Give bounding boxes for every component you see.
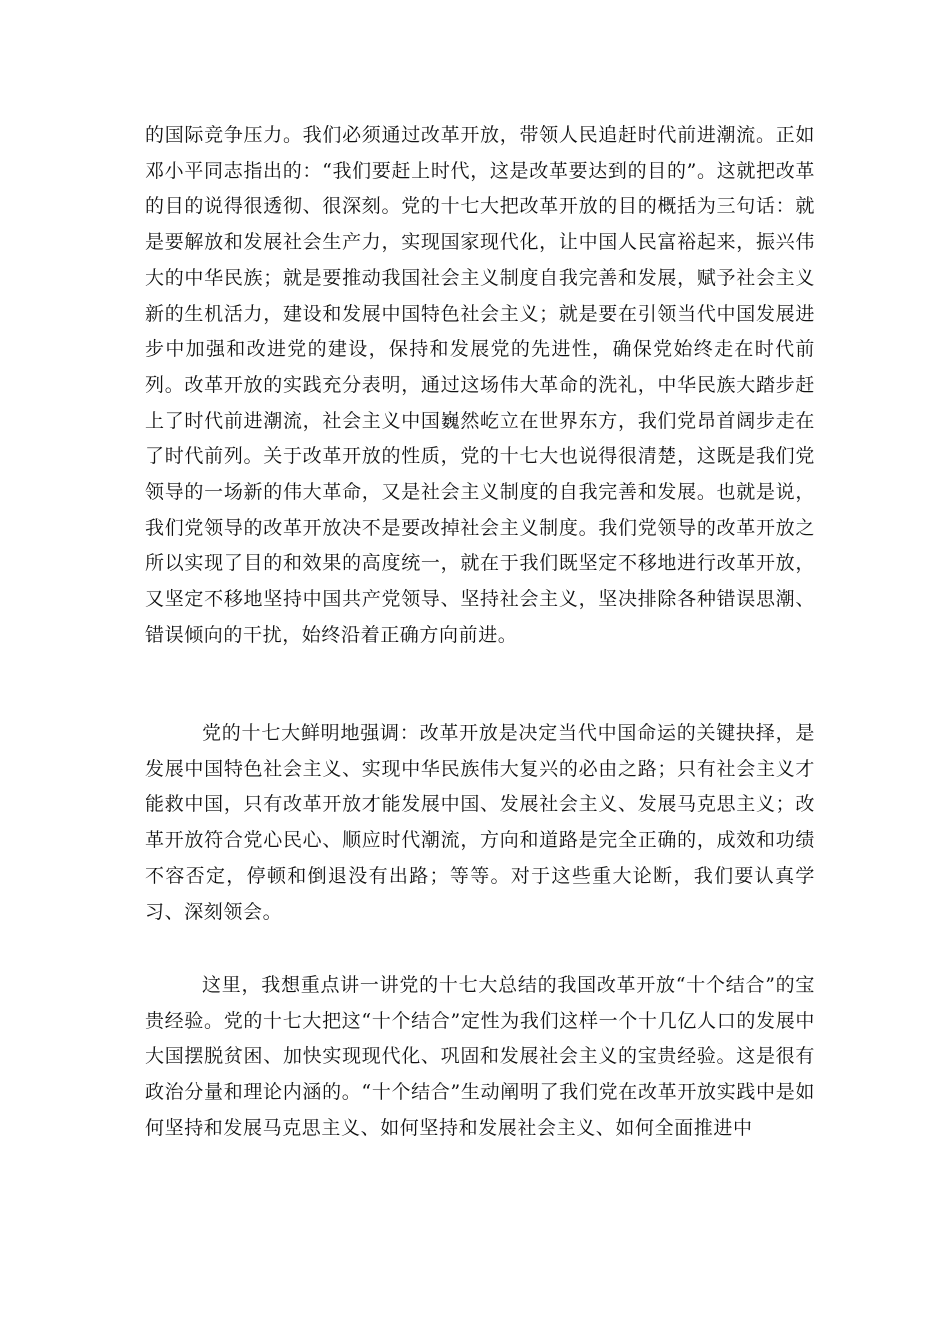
body-paragraph-3: 这里，我想重点讲一讲党的十七大总结的我国改革开放“十个结合”的宝贵经验。党的十七大把这“十个结合”定性为我们这样一个十几亿人口的发展中大国摆脱贫困、加快实现现代化、巩固和发展社会主义的宝贵经验。这是很有政治分量和理论内涵的。“十个结合”生动阐明了我们党在改革开放实践中是如何坚持和发展马克思主义、如何坚持和发展社会主义、如何全面推进中 (145, 974, 815, 1139)
body-paragraph-1: 的国际竞争压力。我们必须通过改革开放，带领人民追赶时代前进潮流。正如邓小平同志指出的：“我们要赶上时代，这是改革要达到的目的”。这就把改革的目的说得很透彻、很深刻。党的十七大把改革开放的目的概括为三句话：就是要解放和发展社会生产力，实现国家现代化，让中国人民富裕起来，振兴伟大的中华民族；就是要推动我国社会主义制度自我完善和发展，赋予社会主义新的生机活力，建设和发展中国特色社会主义；就是要在引领当代中国发展进步中加强和改进党的建设，保持和发展党的先进性，确保党始终走在时代前列。改革开放的实践充分表明，通过这场伟大革命的洗礼，中华民族大踏步赶上了时代前进潮流，社会主义中国巍然屹立在世界东方，我们党昂首阔步走在了时代前列。关于改革开放的性质，党的十七大也说得很清楚，这既是我们党领导的一场新的伟大革命，又是社会主义制度的自我完善和发展。也就是说，我们党领导的改革开放决不是要改掉社会主义制度。我们党领导的改革开放之所以实现了目的和效果的高度统一，就在于我们既坚定不移地进行改革开放，又坚定不移地坚持中国共产党领导、坚持社会主义，坚决排除各种错误思潮、错误倾向的干扰，始终沿着正确方向前进。 (145, 124, 815, 646)
body-paragraph-2: 党的十七大鲜明地强调：改革开放是决定当代中国命运的关键抉择，是发展中国特色社会主义、实现中华民族伟大复兴的必由之路；只有社会主义才能救中国，只有改革开放才能发展中国、发展社会主义、发展马克思主义；改革开放符合党心民心、顺应时代潮流，方向和道路是完全正确的，成效和功绩不容否定，停顿和倒退没有出路；等等。对于这些重大论断，我们要认真学习、深刻领会。 (145, 722, 815, 923)
